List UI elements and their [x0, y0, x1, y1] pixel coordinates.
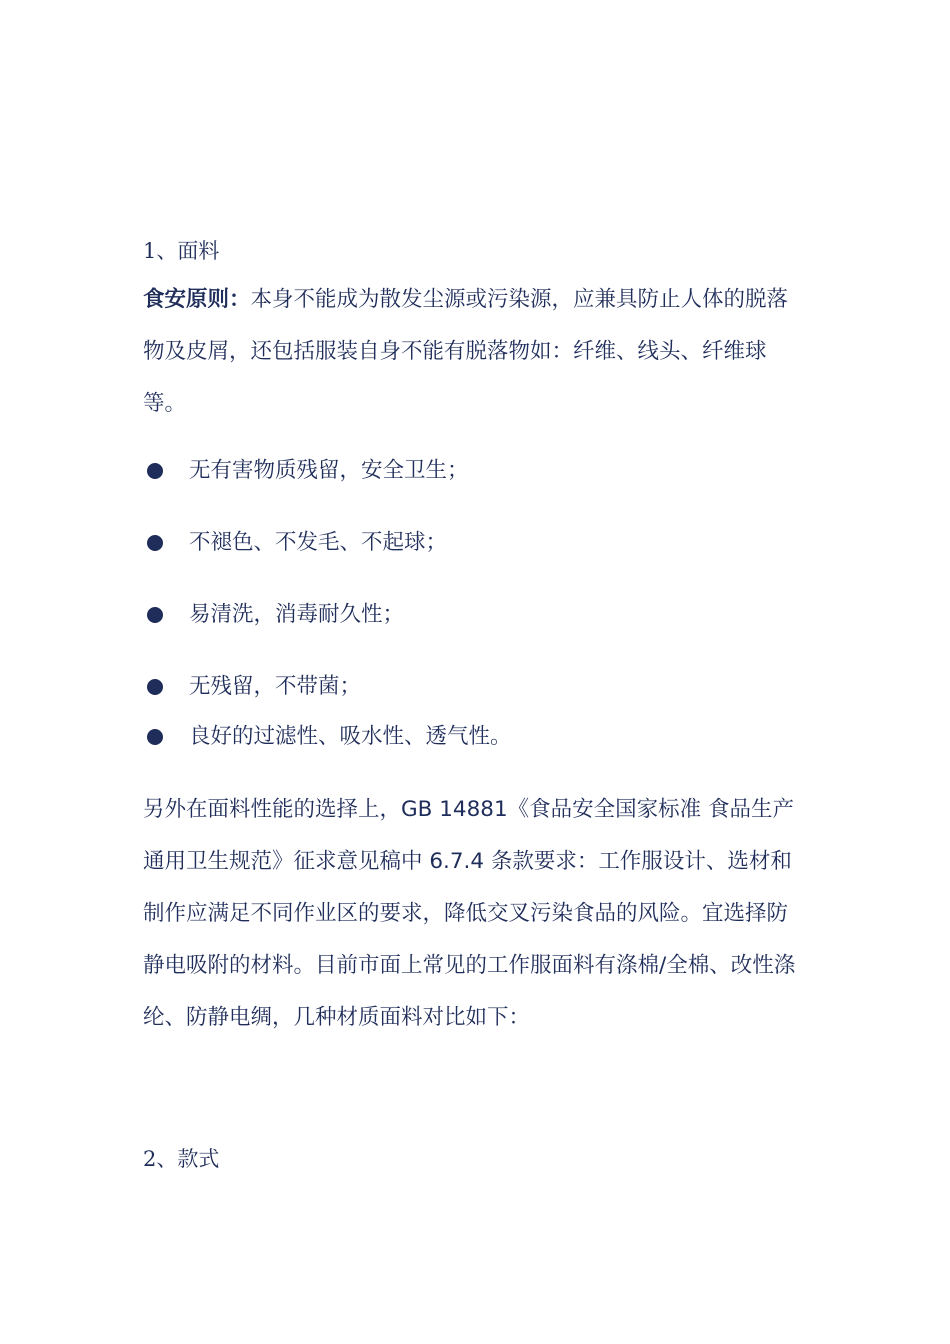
- bullet-dot-icon: [147, 607, 163, 623]
- section-heading-fabric: 1、面料: [143, 239, 220, 263]
- bullet-dot-icon: [147, 729, 163, 745]
- list-item: [143, 599, 405, 631]
- list-item: [143, 721, 512, 753]
- list-item-text: 无有害物质残留，安全卫生；: [189, 458, 469, 483]
- section-heading-style: 2、款式: [143, 1147, 220, 1171]
- list-item: [143, 527, 448, 559]
- principle-text: 本身不能成为散发尘源或污染源，应兼具防止人体的脱落物及皮屑，还包括服装自身不能有脱落物如：纤维、线头、纤维球等。: [143, 287, 789, 416]
- principle-label: 食安原则：: [143, 287, 251, 312]
- bullet-dot-icon: [147, 535, 163, 551]
- bullet-dot-icon: [147, 463, 163, 479]
- fabric-selection-paragraph: 另外在面料性能的选择上，GB 14881《食品安全国家标准 食品生产通用卫生规范》征求意见稿中 6.7.4 条款要求：工作服设计、选材和制作应满足不同作业区的要求，降低交叉污染食品的风险。宜选择防静电吸附的材料。目前市面上常见的工作服面料有涤棉/全棉、改性涤纶、防静电绸，几种材质面料对比如下：: [143, 797, 796, 1030]
- list-item: [143, 455, 469, 487]
- food-safety-principle-paragraph: [143, 274, 808, 430]
- list-item: [143, 671, 362, 703]
- bullet-dot-icon: [147, 679, 163, 695]
- list-item-text: 易清洗，消毒耐久性；: [189, 602, 405, 627]
- list-item-text: 无残留，不带菌；: [189, 674, 362, 699]
- list-item-text: 良好的过滤性、吸水性、透气性。: [189, 724, 512, 749]
- list-item-text: 不褪色、不发毛、不起球；: [189, 530, 448, 555]
